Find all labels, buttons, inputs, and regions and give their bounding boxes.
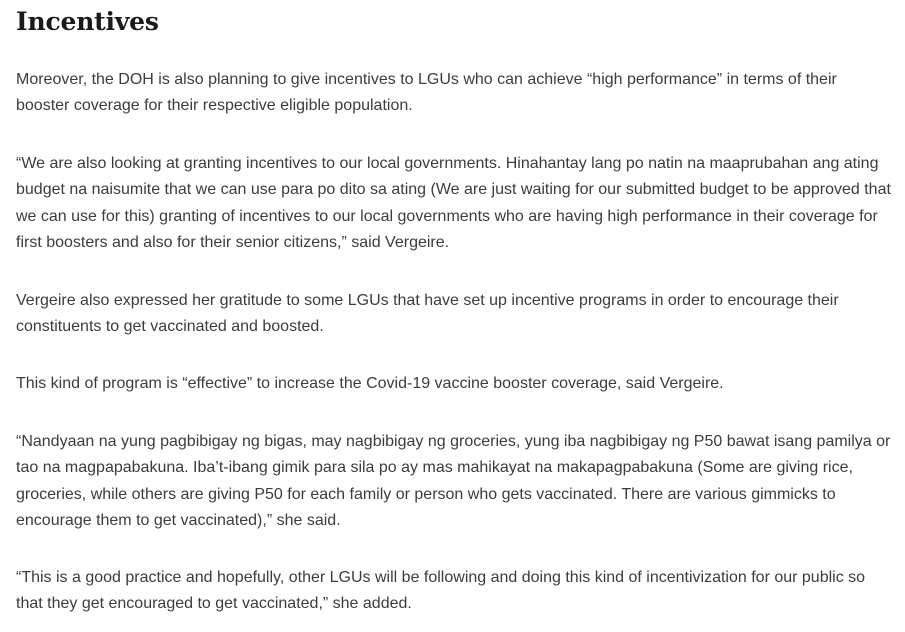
- paragraph-quote-gimmicks: “Nandyaan na yung pagbibigay ng bigas, may nagbibigay ng groceries, yung iba nagbibigay ng P50 bawat isang pamilya or tao na magpapabakuna. Iba’t-ibang gimik para sila po ay mas mahikayat na makapagpabakuna (Some are giving rice, groceries, while others are giving P50 for each family or person who gets vaccinated. There are various gimmicks to encourage them to get vaccinated),” she said.: [16, 433, 891, 529]
- paragraph-gratitude-lgus: Vergeire also expressed her gratitude to some LGUs that have set up incentive programs in order to encourage their constituents to get vaccinated and boosted.: [16, 292, 839, 336]
- section-heading: Incentives: [16, 7, 159, 36]
- paragraph-doh-incentives-plan: Moreover, the DOH is also planning to give incentives to LGUs who can achieve “high performance” in terms of their booster coverage for their respective eligible population.: [16, 71, 837, 115]
- paragraph-quote-good-practice: “This is a good practice and hopefully, other LGUs will be following and doing this kind of incentivization for our public so that they get encouraged to get vaccinated,” she added.: [16, 569, 866, 613]
- paragraph-program-effective: This kind of program is “effective” to increase the Covid-19 vaccine booster coverage, said Vergeire.: [16, 375, 724, 392]
- paragraph-vergeire-quote-budget: “We are also looking at granting incentives to our local governments. Hinahantay lang po natin na maaprubahan ang ating budget na naisumite that we can use para po dito sa ating (We are just waiting for our submitted budget to be approved that we can use for this) granting of incentives to our local governments who are having high performance in their coverage for first boosters and also for their senior citizens,” said Vergeire.: [16, 155, 891, 251]
